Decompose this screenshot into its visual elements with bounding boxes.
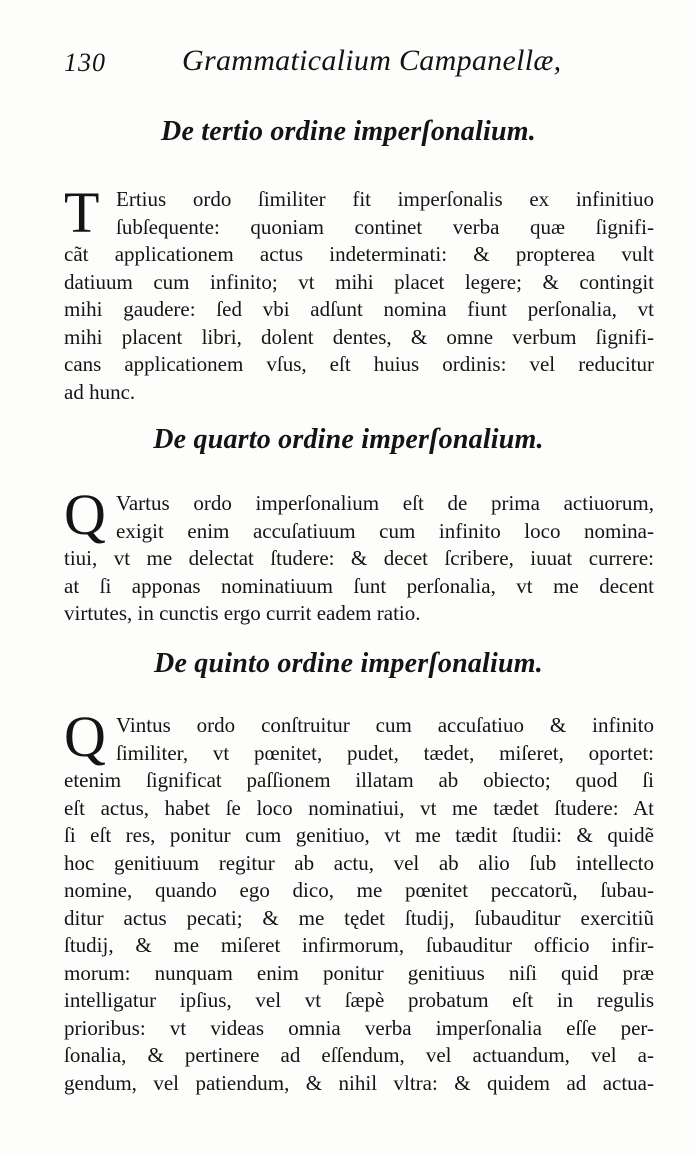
paragraph-tertio bbox=[64, 180, 654, 406]
text-line: datiuum cum infinito; vt mihi placet legere; & contingit bbox=[64, 269, 654, 294]
text-line: nomine, quando ego dico, me pœnitet peccatorũ, ſubau- bbox=[64, 878, 654, 902]
section-heading-quarto: De quarto ordine imperſonalium. bbox=[153, 424, 544, 455]
text-line: ſonalia, & pertinere ad eſſendum, vel actuandum, vel a- bbox=[64, 1043, 654, 1067]
text-line: mihi gaudere: ſed vbi adſunt nomina fiunt perſonalia, vt bbox=[64, 297, 654, 321]
section-heading-quinto: De quinto ordine imperſonalium. bbox=[154, 648, 543, 679]
text-line: ditur actus pecati; & me tędet ſtudij, ſubauditur exercitiũ bbox=[64, 905, 654, 930]
text-line: intelligatur ipſius, vel vt ſæpè probatum eſt in regulis bbox=[64, 988, 654, 1012]
drop-cap: T bbox=[64, 180, 100, 245]
running-head bbox=[64, 44, 644, 84]
running-title: Grammaticalium Campanellæ, bbox=[182, 44, 562, 77]
paragraph-quinto bbox=[64, 704, 654, 1097]
text-line: exigit enim accuſatiuum cum infinito loco nomina- bbox=[116, 518, 654, 543]
text-line: prioribus: vt videas omnia verba imperſonalia eſſe per- bbox=[64, 1015, 654, 1040]
text-line: virtutes, in cunctis ergo currit eadem ratio. bbox=[64, 601, 421, 625]
text-line: eſt actus, habet ſe loco nominatiui, vt me tædet ſtudere: At bbox=[64, 795, 654, 820]
text-line: cãt applicationem actus indeterminati: & propterea vult bbox=[64, 242, 654, 266]
text-line: tiui, vt me delectat ſtudere: & decet ſcribere, iuuat currere: bbox=[64, 546, 654, 570]
page-number: 130 bbox=[64, 48, 106, 77]
text-line: ad hunc. bbox=[64, 379, 136, 404]
text-line: hoc genitiuum regitur ab actu, vel ab alio ſub intellecto bbox=[64, 850, 654, 875]
section-heading-tertio: De tertio ordine imperſonalium. bbox=[161, 116, 536, 147]
text-line: etenim ſignificat paſſionem illatam ab obiecto; quod ſi bbox=[64, 768, 654, 792]
text-line: ſi eſt res, ponitur cum genitiuo, vt me tædit ſtudii: & quidẽ bbox=[64, 823, 654, 847]
drop-cap: Q bbox=[64, 704, 106, 769]
text-line: ſtudij, & me miſeret infirmorum, ſubauditur officio infir- bbox=[64, 933, 654, 957]
text-line: Vartus ordo imperſonalium eſt de prima actiuorum, bbox=[116, 491, 654, 515]
drop-cap: Q bbox=[64, 482, 106, 547]
text-line: morum: nunquam enim ponitur genitiuus niſi quid præ bbox=[64, 960, 654, 985]
text-line: Ertius ordo ſimiliter fit imperſonalis ex infinitiuo bbox=[116, 187, 654, 211]
text-line: Vintus ordo conſtruitur cum accuſatiuo & infinito bbox=[116, 713, 654, 737]
text-line: at ſi apponas nominatiuum ſunt perſonalia, vt me decent bbox=[64, 573, 654, 598]
text-line: cans applicationem vſus, eſt huius ordinis: vel reducitur bbox=[64, 352, 654, 376]
text-line: ſubſequente: quoniam continet verba quæ ſignifi- bbox=[116, 214, 654, 239]
text-line: gendum, vel patiendum, & nihil vltra: & quidem ad actua- bbox=[64, 1070, 654, 1095]
text-line: ſimiliter, vt pœnitet, pudet, tædet, miſeret, oportet: bbox=[116, 740, 654, 765]
paragraph-quarto bbox=[64, 482, 654, 628]
text-line: mihi placent libri, dolent dentes, & omne verbum ſignifi- bbox=[64, 324, 654, 349]
